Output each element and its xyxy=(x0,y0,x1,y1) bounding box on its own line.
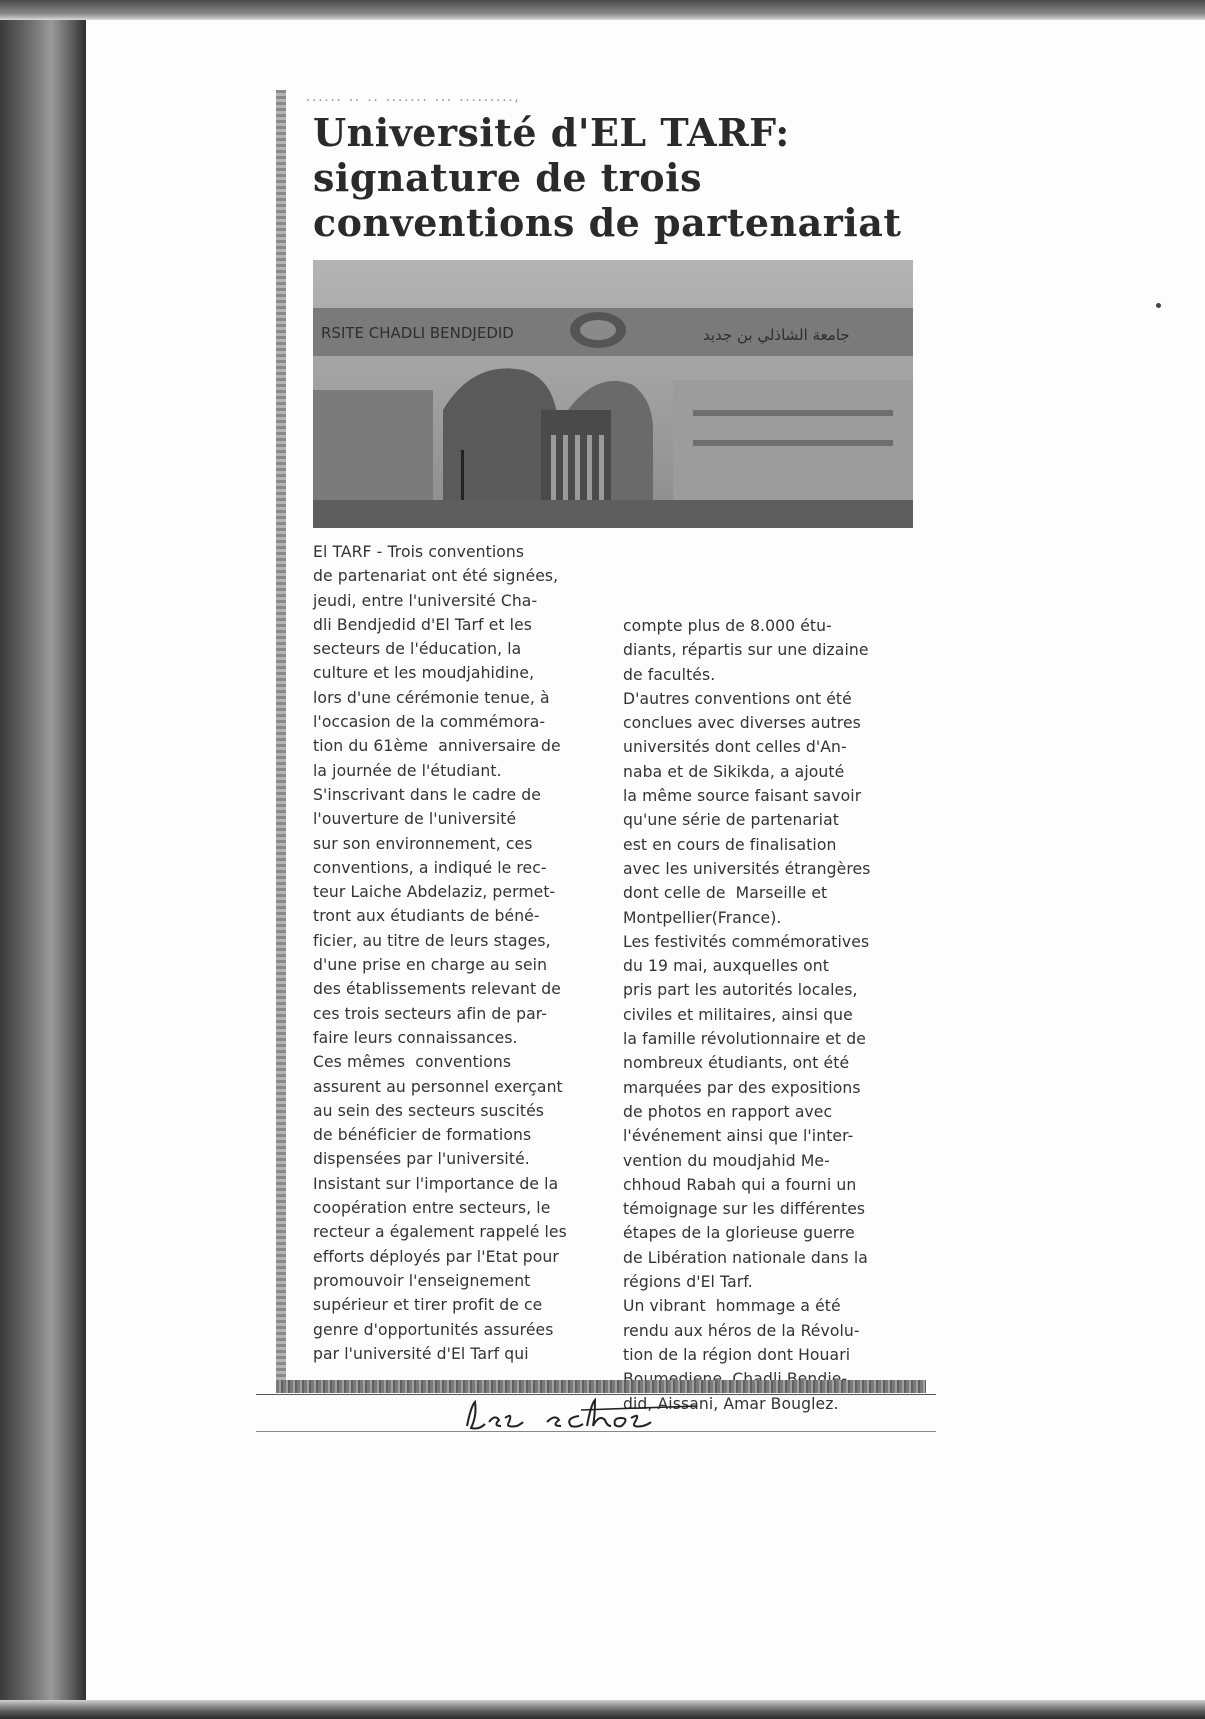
clipping-bottom-band xyxy=(276,1380,926,1393)
handwritten-source-note xyxy=(461,1396,721,1436)
scan-shadow-bottom xyxy=(0,1700,1205,1719)
scanned-page xyxy=(86,20,1205,1700)
article-body xyxy=(313,540,913,1413)
clipping-footer-rule xyxy=(256,1394,936,1395)
cut-off-text-line: ...... .. .. ....... ... ........., xyxy=(306,90,521,104)
clipping-left-border xyxy=(276,90,286,1380)
photo-sign-arabic: جامعة الشاذلي بن جديد xyxy=(703,326,850,344)
article-column-2: compte plus de 8.000 étu- diants, répartis sur une dizaine de facultés. D'autres conventions ont été conclues avec diverses autres universités dont celles d'An- naba et de Sikikda, a ajouté la même source faisant savoir qu'une série de partenariat est en cours de finalisation avec les universités étrangères dont celle de Marseille et Montpellier(France). Les festivités commémoratives du 19 mai, auxquelles ont pris part les autorités locales, civiles et militaires, ainsi que la famille révolutionnaire et de nombreux étudiants, ont été marquées par des expositions de photos en rapport avec l'événement ainsi que l'inter- vention du moudjahid Me- chhoud Rabah qui a fourni un témoignage sur les différentes étapes de la glorieuse guerre de Libération nationale dans la régions d'El Tarf. Un vibrant hommage a été rendu aux héros de la Révolu- tion de la région dont Houari did, Aissani, Amar Bouglez. xyxy=(623,617,871,1413)
university-gate-photo xyxy=(313,260,913,528)
scan-shadow-left xyxy=(0,0,86,1719)
article-headline: Université d'EL TARF: signature de trois conventions de partenariat xyxy=(313,110,902,245)
photo-sign-latin: RSITE CHADLI BENDJEDID xyxy=(321,324,514,342)
article-column-1: El TARF - Trois conventions de partenariat ont été signées, jeudi, entre l'université Cha- dli Bendjedid d'El Tarf et les secteurs de l'éducation, la culture et les moudjahidine, lors d'une cérémonie tenue, à l'occasion de la commémora- tion du 61ème anniversaire de la journée de l'étudiant. S'inscrivant dans le cadre de l'ouverture de l'université sur son environnement, ces conventions, a indiqué le rec- teur Laiche Abdelaziz, permet- tront aux étudiants de béné- ficier, au titre de leurs stages, d'une prise en charge au sein des établissements relevant de ces trois secteurs afin de par- faire leurs connaissances. Ces mêmes conventions assurent au personnel exerçant au sein des secteurs suscités de bénéficier de formations dispensées par l'université. Insistant sur l'importance de la coopération entre secteurs, le recteur a également rappelé les efforts déployés par l'Etat pour promouvoir l'enseignement supérieur et tirer profit de ce genre d'opportunités assurées par l'université d'El Tarf qui xyxy=(313,543,567,1363)
scan-shadow-top xyxy=(0,0,1205,20)
clipping-bottom-rule xyxy=(256,1431,936,1432)
handwritten-les-echos xyxy=(461,1396,721,1436)
article-photo xyxy=(313,260,913,528)
newspaper-clipping xyxy=(276,90,926,1413)
scan-speck xyxy=(1156,303,1161,308)
